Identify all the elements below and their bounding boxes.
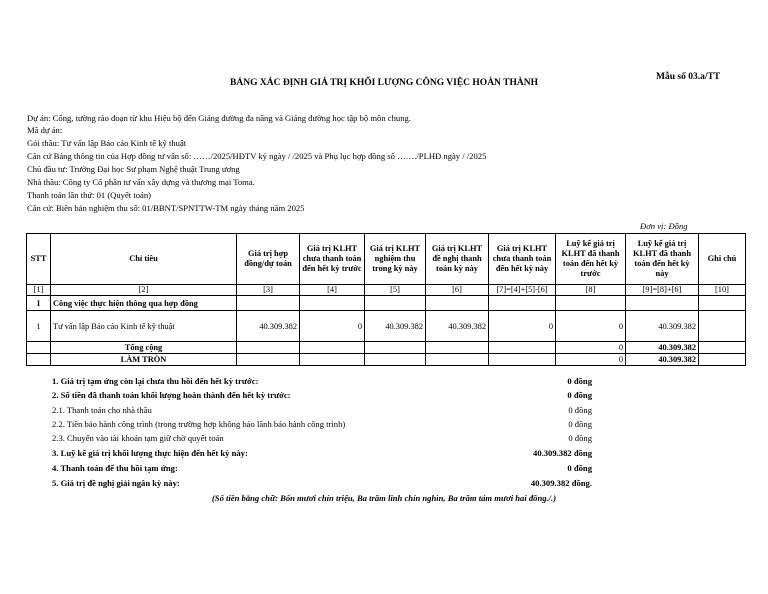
total-label: Tổng cộng bbox=[51, 342, 237, 354]
contractor-line: Nhà thầu: Công ty Cổ phần tư vấn xây dựng và thương mại Toma. bbox=[27, 177, 255, 187]
currency-unit: Đơn vị: Đồng bbox=[640, 221, 688, 231]
col-header-contract-value: Giá trị hợp đồng/dự toán bbox=[237, 234, 300, 285]
item-unpaid-now: 0 bbox=[489, 311, 556, 342]
summary-line bbox=[52, 403, 592, 417]
col-header-cum-now: Luỹ kế giá trị KLHT đã thanh toán đến hết kỳ này bbox=[626, 234, 699, 285]
column-index-row bbox=[27, 285, 746, 296]
total-cum-now: 40.309.382 bbox=[626, 342, 699, 354]
col-header-unpaid-prev: Giá trị KLHT chưa thanh toán đến hết kỳ trước bbox=[300, 234, 365, 285]
item-accepted: 40.309.382 bbox=[365, 311, 426, 342]
item-cum-now: 40.309.382 bbox=[626, 311, 699, 342]
package-line: Gói thầu: Tư vấn lập Báo cáo Kinh tế kỹ thuật bbox=[27, 138, 187, 148]
index-cell: [8] bbox=[556, 285, 626, 296]
col-header-requested: Giá trị KLHT đề nghị thanh toán kỳ này bbox=[426, 234, 489, 285]
summary-value: 0 đồng bbox=[568, 405, 592, 415]
index-cell: [5] bbox=[365, 285, 426, 296]
investor-line: Chủ đầu tư: Trường Đại học Sư phạm Nghệ thuật Trung ương bbox=[27, 164, 240, 174]
project-code-line: Mã dự án: bbox=[27, 125, 63, 135]
table-row bbox=[27, 311, 746, 342]
section-label: Công việc thực hiện thông qua hợp đồng bbox=[51, 296, 237, 311]
summary-value: 40.309.382 đồng bbox=[533, 448, 592, 458]
index-cell: [10] bbox=[699, 285, 746, 296]
summary-label: 2. Số tiền đã thanh toán khối lượng hoàn thành đến hết kỳ trước: bbox=[52, 390, 291, 400]
summary-label: 2.1. Thanh toán cho nhà thầu bbox=[52, 405, 152, 415]
col-header-criteria: Chỉ tiêu bbox=[51, 234, 237, 285]
summary-label: 2.3. Chuyển vào tài khoản tạm giữ chờ quyết toán bbox=[52, 433, 224, 443]
item-requested: 40.309.382 bbox=[426, 311, 489, 342]
index-cell: [1] bbox=[27, 285, 51, 296]
index-cell: [6] bbox=[426, 285, 489, 296]
rounded-row bbox=[27, 354, 746, 366]
summary-label: 3. Luỹ kế giá trị khối lượng thực hiện đến hết kỳ này: bbox=[52, 448, 248, 458]
summary-label: 2.2. Tiền bảo hành công trình (trong trường hợp không bảo lãnh bảo hành công trình) bbox=[52, 419, 346, 429]
item-note bbox=[699, 311, 746, 342]
item-contract-value: 40.309.382 bbox=[237, 311, 300, 342]
summary-line bbox=[52, 476, 592, 490]
section-number: I bbox=[27, 296, 51, 311]
summary-line bbox=[52, 431, 592, 445]
document-title: BẢNG XÁC ĐỊNH GIÁ TRỊ KHỐI LƯỢNG CÔNG VIỆC HOÀN THÀNH bbox=[230, 78, 538, 88]
summary-line bbox=[52, 461, 592, 475]
rounded-cum-now: 40.309.382 bbox=[626, 354, 699, 366]
project-line: Dự án: Cổng, tường rào đoạn từ khu Hiệu bộ đến Giảng đường đa năng và Giảng đường học tập bộ môn chung. bbox=[27, 113, 411, 123]
rounded-cum-prev: 0 bbox=[556, 354, 626, 366]
summary-line bbox=[52, 374, 592, 388]
total-cum-prev: 0 bbox=[556, 342, 626, 354]
index-cell: [2] bbox=[51, 285, 237, 296]
summary-label: 1. Giá trị tạm ứng còn lại chưa thu hồi đến hết kỳ trước: bbox=[52, 376, 259, 386]
summary-value: 0 đồng bbox=[568, 419, 592, 429]
total-row bbox=[27, 342, 746, 354]
col-header-stt: STT bbox=[27, 234, 51, 285]
amount-in-words: (Số tiền bằng chữ: Bốn mươi chín triệu, Ba trăm linh chín nghìn, Ba trăm tám mươi hai đồng./.) bbox=[211, 493, 557, 503]
col-header-accepted: Giá trị KLHT nghiệm thu trong kỳ này bbox=[365, 234, 426, 285]
summary-value: 40.309.382 đồng. bbox=[530, 478, 592, 488]
index-cell: [9]=[8]+[6] bbox=[626, 285, 699, 296]
summary-label: 4. Thanh toán để thu hồi tạm ứng: bbox=[52, 463, 178, 473]
item-number: 1 bbox=[27, 311, 51, 342]
summary-label: 5. Giá trị đề nghị giải ngân kỳ này: bbox=[52, 478, 180, 488]
col-header-cum-prev: Luỹ kế giá trị KLHT đã thanh toán đến hết kỳ trước bbox=[556, 234, 626, 285]
contract-basis-line: Căn cứ Bảng thông tin của Hợp đồng tư vấn số: ……/2025/HĐTV ký ngày / /2025 và Phụ lục hợp đồng số ……./PLHĐ ngày / /2025 bbox=[27, 151, 487, 161]
index-cell: [4] bbox=[300, 285, 365, 296]
summary-value: 0 đồng bbox=[567, 376, 592, 386]
summary-line bbox=[52, 417, 592, 431]
col-header-note: Ghi chú bbox=[699, 234, 746, 285]
payment-number-line: Thanh toán lần thứ: 01 (Quyết toán) bbox=[27, 190, 151, 200]
form-number: Mẫu số 03.a/TT bbox=[656, 72, 721, 82]
table-header-row bbox=[27, 234, 746, 285]
index-cell: [7]=[4]+[5]-[6] bbox=[489, 285, 556, 296]
summary-line bbox=[52, 388, 592, 402]
rounded-label: LÀM TRÒN bbox=[51, 354, 237, 366]
payment-table bbox=[26, 233, 746, 366]
summary-line bbox=[52, 446, 592, 460]
summary-value: 0 đồng bbox=[567, 463, 592, 473]
section-row bbox=[27, 296, 746, 311]
index-cell: [3] bbox=[237, 285, 300, 296]
item-label: Tư vấn lập Báo cáo Kinh tế kỹ thuật bbox=[51, 311, 237, 342]
acceptance-basis-line: Căn cứ: Biên bản nghiệm thu số: 01/BBNT/SPNTTW-TM ngày tháng năm 2025 bbox=[27, 203, 305, 213]
col-header-unpaid-now: Giá trị KLHT chưa thanh toán đến hết kỳ này bbox=[489, 234, 556, 285]
item-cum-prev: 0 bbox=[556, 311, 626, 342]
item-unpaid-prev: 0 bbox=[300, 311, 365, 342]
summary-value: 0 đồng bbox=[567, 390, 592, 400]
summary-value: 0 đồng bbox=[568, 433, 592, 443]
